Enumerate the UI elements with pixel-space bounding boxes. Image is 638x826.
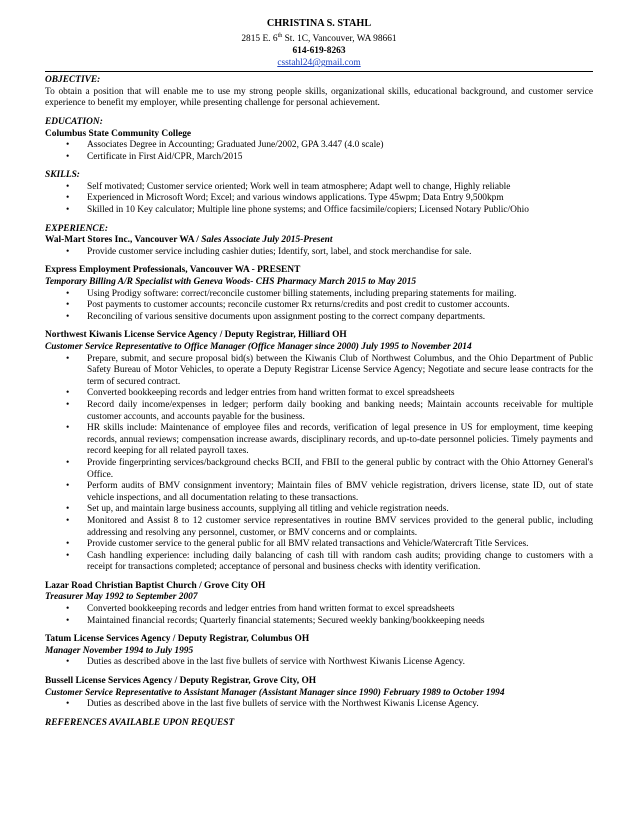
list-item: • Maintained financial records; Quarterly financial statements; Secured weekly banking/bookkeeping needs [87,616,593,628]
header-divider [45,71,593,72]
objective-text: To obtain a position that will enable me to use my strong people skills, organizational skills, educational background, and customer service experience to benefit my employer, while presenting challenge for personal achievement. [45,86,593,109]
job-duties [45,247,593,259]
job-org: Tatum License Services Agency / Deputy Registrar, Columbus OH [45,634,310,645]
list-item: • Converted bookkeeping records and ledger entries from hand written format to excel spreadsheets [87,388,593,400]
job-role: Treasurer May 1992 to September 2007 [45,592,198,603]
objective-heading: OBJECTIVE: [45,75,101,86]
job-role: Temporary Billing A/R Specialist with Geneva Woods- CHS Pharmacy March 2015 to May 2015 [45,277,417,288]
list-item: • Provide fingerprinting services/background checks BCII, and FBII to the general public by contract with the Ohio Attorney General's Office. [87,458,593,481]
job-org: Northwest Kiwanis License Service Agency / Deputy Registrar, Hilliard OH [45,330,347,341]
job-role-inline: Sales Associate July 2015-Present [201,235,333,246]
job-org: Express Employment Professionals, Vancouver WA - PRESENT [45,265,301,276]
job-role: Customer Service Representative to Assistant Manager (Assistant Manager since 1990) February 1989 to October 1994 [45,687,505,698]
job-walmart [45,235,593,258]
job-express [45,265,593,323]
list-item: • Using Prodigy software: correct/reconcile customer billing statements, including preparing statements for mailing. [87,289,593,301]
list-item: • Prepare, submit, and secure proposal bid(s) between the Kiwanis Club of Northwest Columbus, and the Ohio Department of Public Safety Bureau of Motor Vehicles, to operate a Deputy Registrar License Service Agency; Negotiate and secure lease contracts for the term of secured contract. [87,354,593,389]
job-duties [45,354,593,574]
experience-heading: EXPERIENCE: [45,223,109,234]
list-item: • Duties as described above in the last five bullets of service with Northwest Kiwanis License Agency. [87,657,593,669]
job-bussell [45,676,593,711]
list-item: • Cash handling experience: including daily balancing of cash till with random cash audits; providing change to customers with a receipt for transactions completed; acceptance of personal and business checks with identity verification. [87,551,593,574]
job-org: Lazar Road Christian Baptist Church / Grove City OH [45,580,266,591]
address-ordinal: th [277,33,283,39]
list-item: • Provide customer service including cashier duties; Identify, sort, label, and stock merchandise for sale. [87,247,593,259]
list-item: • Certificate in First Aid/CPR, March/2015 [87,152,593,164]
list-item: • Self motivated; Customer service oriented; Work well in team atmosphere; Adapt well to change, Highly reliable [87,182,593,194]
job-duties [45,657,593,669]
list-item: • Perform audits of BMV consignment inventory; Maintain files of BMV vehicle registration, drivers license, state ID, out of state vehicle inspections, and all documentation relating to these transactions. [87,481,593,504]
list-item: • Post payments to customer accounts; reconcile customer Rx returns/credits and post credit to customer accounts. [87,300,593,312]
job-duties [45,699,593,711]
skills-heading: SKILLS: [45,170,80,181]
address-street: 2815 E. 6 [241,34,278,45]
list-item: • Set up, and maintain large business accounts, supplying all titling and vehicle registration needs. [87,504,593,516]
job-role: Manager November 1994 to July 1995 [45,645,194,656]
job-org: Bussell License Services Agency / Deputy Registrar, Grove City, OH [45,676,317,687]
education-list [45,140,593,163]
phone-number: 614-619-8263 [292,46,346,57]
list-item: • Monitored and Assist 8 to 12 customer service representatives in routine BMV services provided to the general public, including addressing and resolving any personnel, customer, or BMV concerns and or complaints. [87,516,593,539]
skills-list [45,182,593,217]
applicant-name: CHRISTINA S. STAHL [266,18,372,29]
education-heading: EDUCATION: [45,116,103,127]
job-role: Customer Service Representative to Office Manager (Office Manager since 2000) July 1995 to November 2014 [45,342,472,352]
list-item: • Duties as described above in the last five bullets of service with the Northwest Kiwanis License Agency. [87,699,593,711]
email-link[interactable]: csstahl24@gmail.com [277,58,361,69]
job-lazar-road [45,581,593,627]
list-item: • Provide customer service to the general public for all BMV related transactions and Vehicle/Watercraft Title Services. [87,539,593,551]
list-item: • Reconciling of various sensitive documents upon assignment posting to the correct company departments. [87,312,593,324]
resume-header [45,18,593,69]
list-item: • Converted bookkeeping records and ledger entries from hand written format to excel spreadsheets [87,604,593,616]
job-org [45,235,593,247]
job-duties [45,604,593,627]
address-line [45,30,593,45]
job-tatum [45,634,593,669]
job-duties [45,289,593,324]
education-school: Columbus State Community College [45,128,192,139]
list-item: • HR skills include: Maintenance of employee files and records, verification of legal presence in US for employment, time keeping records, annual reviews; compensation increase awards, disciplinary records, and up-to-date personnel policies. Timely payments and record keeping for all related payroll taxes. [87,423,593,458]
list-item: • Record daily income/expenses in ledger; perform daily booking and banking needs; Maintain accounts receivable for multiple customer accounts, and accounts payable for the business. [87,400,593,423]
references-note: REFERENCES AVAILABLE UPON REQUEST [45,717,235,728]
job-org-name: Wal-Mart Stores Inc., Vancouver WA / [45,235,202,246]
job-northwest-kiwanis [45,330,593,573]
list-item: • Experienced in Microsoft Word; Excel; and various windows applications. Type 45wpm; Data Entry 9,500kpm [87,193,593,205]
list-item: • Skilled in 10 Key calculator; Multiple line phone systems; and Office facsimile/copiers; Licensed Notary Public/Ohio [87,205,593,217]
list-item: • Associates Degree in Accounting; Graduated June/2002, GPA 3.447 (4.0 scale) [87,140,593,152]
address-city: St. 1C, Vancouver, WA 98661 [282,34,397,45]
